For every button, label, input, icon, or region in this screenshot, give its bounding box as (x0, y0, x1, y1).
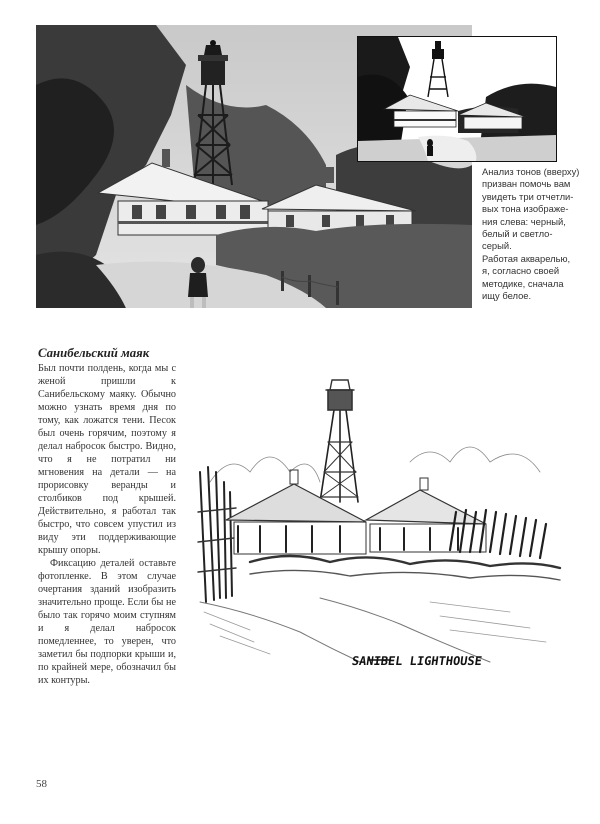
article-body (38, 362, 176, 687)
caption-line: призван помочь вам (482, 178, 571, 190)
caption-line: методике, сначала (482, 277, 564, 289)
caption-line: ищу белое. (482, 290, 532, 302)
caption-line: увидеть три отчетли- (482, 190, 574, 202)
photo-caption (482, 166, 582, 302)
caption-line: ния слева: черный, (482, 215, 566, 227)
sketch-signature: SANIBEL LIGHTHOUSE (350, 654, 483, 668)
article-paragraph: Фиксацию деталей оставьте фотопленке. В этом случае очертания зданий изобразить значительно проще. Если бы не было так горячо моим ступням и я делал набросок помедленнее, то уверен, что заметил бы подпорки крыши и, по крайней мере, обозначил бы их контуры. (38, 558, 176, 686)
tone-analysis-photo (357, 36, 557, 162)
caption-line: Анализ тонов (вверху) (482, 166, 580, 177)
caption-line: вых тона изображе- (482, 203, 569, 215)
caption-line: белый и светло-серый. (482, 228, 553, 252)
article-title: Санибельский маяк (38, 346, 150, 360)
caption-line: я, согласно своей (482, 265, 560, 277)
caption-line: Работая акварелью, (482, 252, 571, 264)
lighthouse-sketch (190, 362, 588, 682)
article-paragraph: Был почти полдень, когда мы с женой пришли к Санибельскому маяку. Обычно можно узнать время дня по тому, как ложатся тени. Песок был очень горячим, поэтому я делал набросок быстро. Видно, что я не потратил ни мгновения на детали — на прорисовку веранды и столбиков под крышей. Действительно, я работал так быстро, что совсем упустил из виду эти поддерживающие крышу опоры. (38, 363, 176, 556)
page-number: 58 (36, 778, 47, 790)
